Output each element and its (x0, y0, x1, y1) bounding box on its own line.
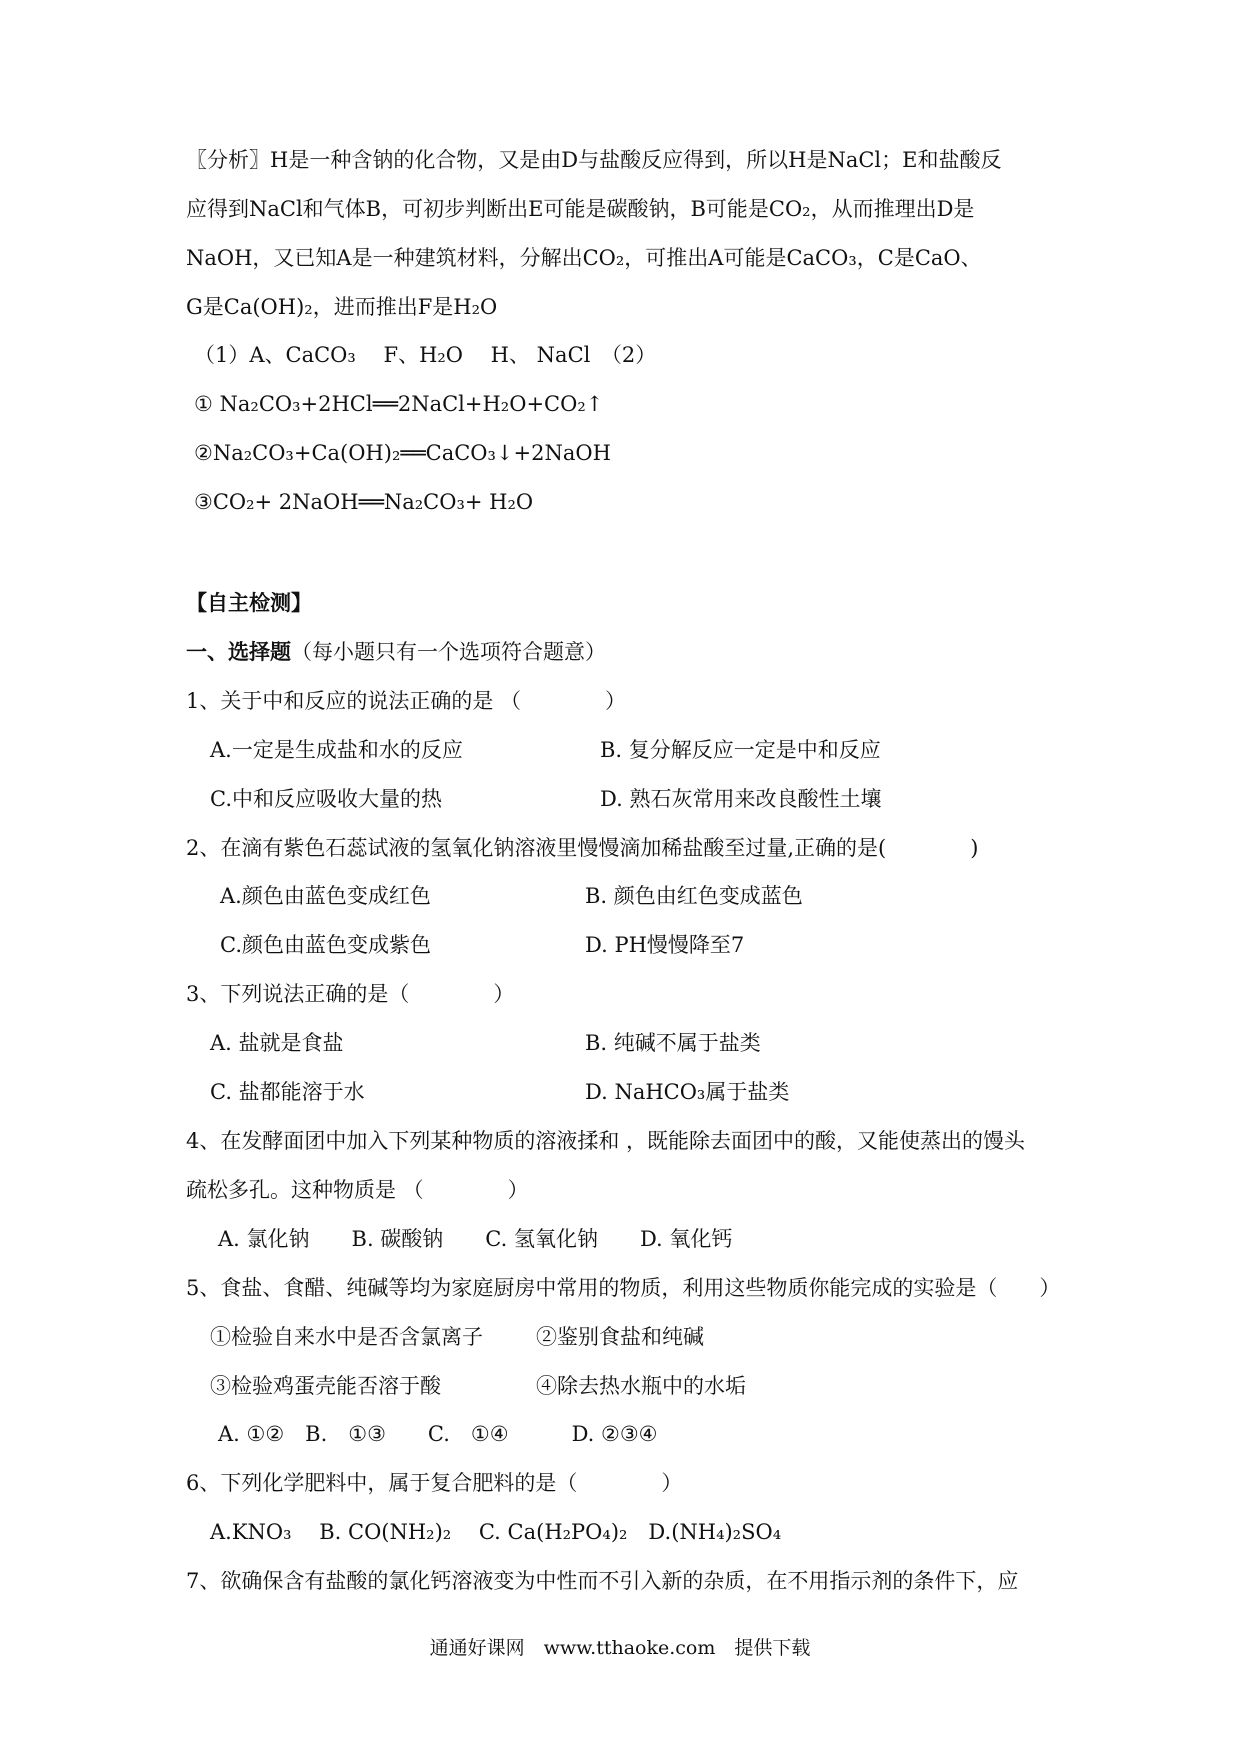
option-a: A.一定是生成盐和水的反应 (210, 738, 463, 762)
option-d: D. PH慢慢降至7 (585, 933, 745, 957)
equation: ① Na₂CO₃+2HCl══2NaCl+H₂O+CO₂↑ (194, 392, 604, 416)
analysis-line: 〖分析〗H是一种含钠的化合物，又是由D与盐酸反应得到，所以H是NaCl；E和盐酸反 (186, 148, 1002, 172)
question-stem: 7、欲确保含有盐酸的氯化钙溶液变为中性而不引入新的杂质，在不用指示剂的条件下，应 (186, 1569, 1019, 1593)
question-stem: 2、在滴有紫色石蕊试液的氢氧化钠溶液里慢慢滴加稀盐酸至过量,正确的是( ) (186, 836, 979, 860)
option-b: B. 颜色由红色变成蓝色 (585, 884, 803, 908)
option-b: B. 纯碱不属于盐类 (585, 1031, 761, 1055)
analysis-line: NaOH，又已知A是一种建筑材料，分解出CO₂，可推出A可能是CaCO₃，C是CaO、 (186, 246, 982, 270)
statement-item: ④除去热水瓶中的水垢 (536, 1374, 746, 1398)
page-footer: 通通好课网 www.tthaoke.com 提供下载 (429, 1637, 811, 1659)
analysis-line: G是Ca(OH)₂，进而推出F是H₂O (186, 295, 498, 319)
option-c: C.中和反应吸收大量的热 (210, 787, 442, 811)
question-stem: 疏松多孔。这种物质是 （ ） (186, 1178, 529, 1202)
part-heading (186, 638, 606, 666)
equation: ③CO₂+ 2NaOH══Na₂CO₃+ H₂O (194, 490, 534, 514)
option-c: C.颜色由蓝色变成紫色 (220, 933, 431, 957)
statement-item: ③检验鸡蛋壳能否溶于酸 (210, 1374, 441, 1398)
section-title: 【自主检测】 (186, 590, 312, 615)
part-note: （每小题只有一个选项符合题意） (291, 640, 606, 664)
question-stem: 5、食盐、食醋、纯碱等均为家庭厨房中常用的物质，利用这些物质你能完成的实验是（ ） (186, 1276, 1061, 1300)
option-a: A.颜色由蓝色变成红色 (220, 884, 431, 908)
options-row: A.KNO₃ B. CO(NH₂)₂ C. Ca(H₂PO₄)₂ D.(NH₄)₂SO₄ (210, 1520, 782, 1544)
option-c: C. 盐都能溶于水 (210, 1080, 365, 1104)
question-stem: 3、下列说法正确的是（ ） (186, 982, 515, 1006)
options-row: A. 氯化钠 B. 碳酸钠 C. 氢氧化钠 D. 氧化钙 (218, 1227, 733, 1251)
question-stem: 6、下列化学肥料中，属于复合肥料的是（ ） (186, 1471, 683, 1495)
option-b: B. 复分解反应一定是中和反应 (600, 738, 881, 762)
answer-line: （1）A、CaCO₃ F、H₂O H、 NaCl （2） (194, 343, 657, 367)
part-label: 一、选择题 (186, 639, 291, 664)
option-d: D. NaHCO₃属于盐类 (585, 1080, 790, 1104)
equation: ②Na₂CO₃+Ca(OH)₂══CaCO₃↓+2NaOH (194, 441, 611, 465)
question-stem: 4、在发酵面团中加入下列某种物质的溶液揉和 ，既能除去面团中的酸，又能使蒸出的馒头 (186, 1129, 1026, 1153)
statement-item: ①检验自来水中是否含氯离子 (210, 1325, 483, 1349)
option-a: A. 盐就是食盐 (210, 1031, 344, 1055)
statement-item: ②鉴别食盐和纯碱 (536, 1325, 704, 1349)
analysis-line: 应得到NaCl和气体B，可初步判断出E可能是碳酸钠，B可能是CO₂，从而推理出D是 (186, 197, 975, 221)
option-d: D. 熟石灰常用来改良酸性土壤 (600, 787, 882, 811)
question-stem: 1、关于中和反应的说法正确的是 （ ） (186, 689, 627, 713)
options-row: A. ①② B. ①③ C. ①④ D. ②③④ (218, 1422, 658, 1446)
